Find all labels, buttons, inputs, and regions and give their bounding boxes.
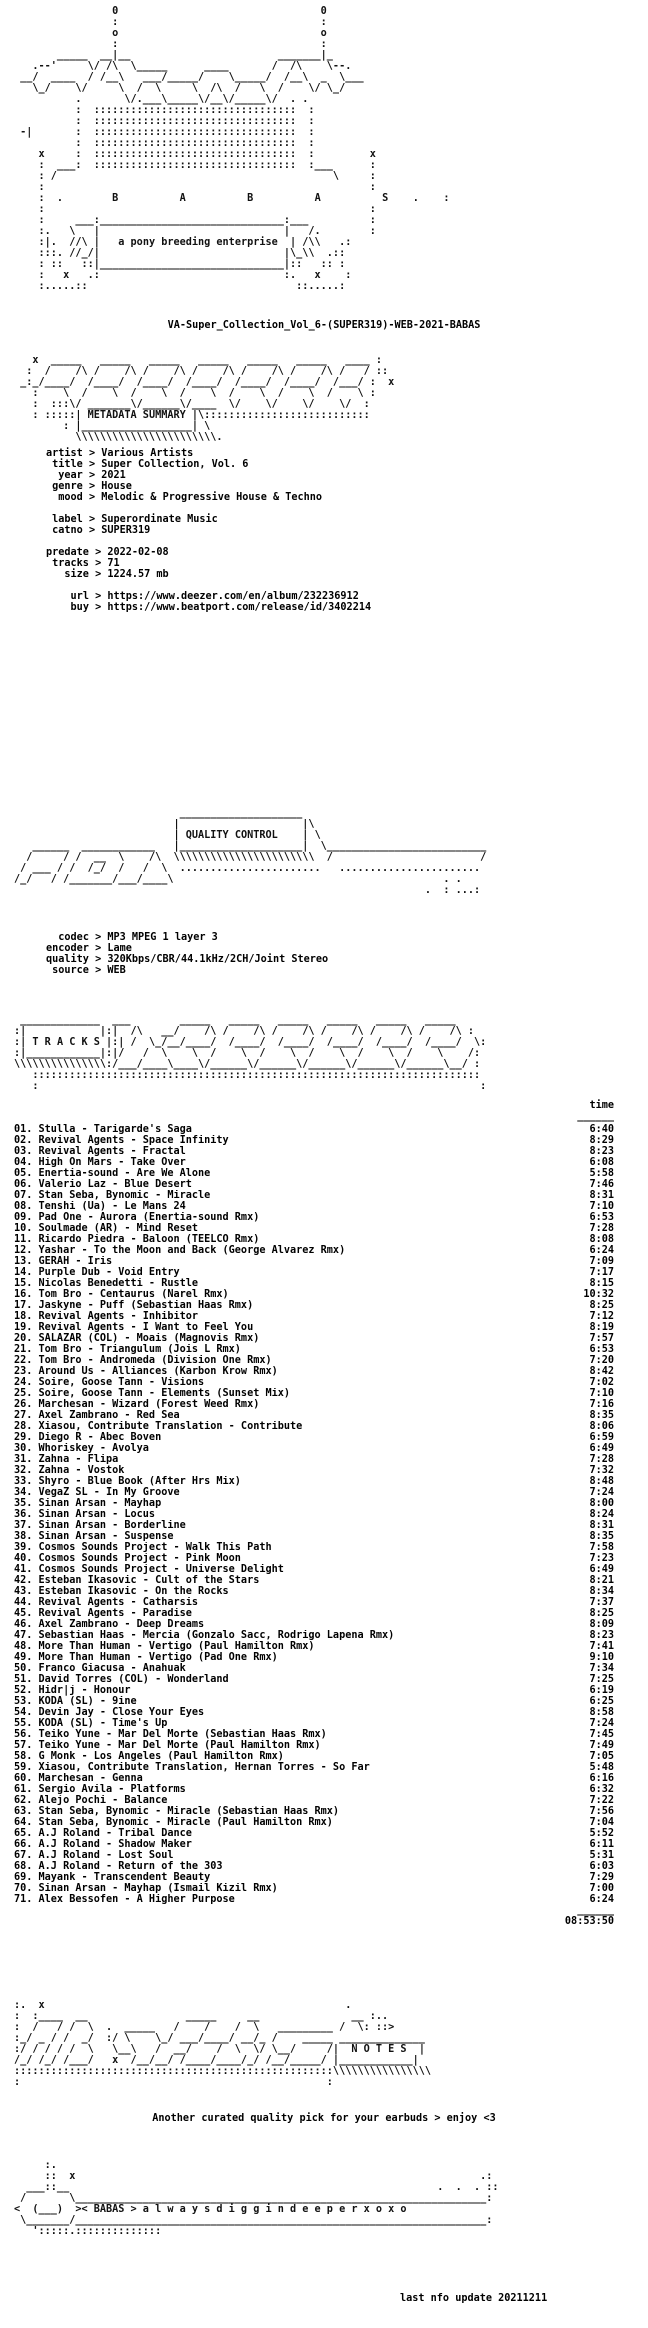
track-time: 6:03 <box>589 1861 614 1872</box>
track-row <box>14 1399 614 1410</box>
track-time: 6:11 <box>589 1839 614 1850</box>
track-row <box>14 1685 614 1696</box>
track-row <box>14 1289 614 1300</box>
track-title: 59. Xiasou, Contribute Translation, Hernan Torres - So Far <box>14 1762 370 1773</box>
track-row <box>14 1751 614 1762</box>
track-time: 7:49 <box>589 1740 614 1751</box>
track-row <box>14 1762 614 1773</box>
track-title: 56. Teiko Yune - Mar Del Morte (Sebastian Haas Rmx) <box>14 1729 327 1740</box>
track-title: 41. Cosmos Sounds Project - Universe Delight <box>14 1564 284 1575</box>
track-time: 8:48 <box>589 1476 614 1487</box>
track-time: 7:34 <box>589 1663 614 1674</box>
track-time: 6:49 <box>589 1443 614 1454</box>
track-row <box>14 1454 614 1465</box>
track-row <box>14 1476 614 1487</box>
meta-row-buy: buy > https://www.beatport.com/release/id/3402214 <box>70 602 372 613</box>
track-time: 8:23 <box>589 1146 614 1157</box>
track-time: 6:24 <box>589 1245 614 1256</box>
track-title: 62. Alejo Pochi - Balance <box>14 1795 168 1806</box>
track-time: 10:32 <box>583 1289 614 1300</box>
track-time: 7:45 <box>589 1729 614 1740</box>
track-title: 63. Stan Seba, Bynomic - Miracle (Sebastian Haas Rmx) <box>14 1806 340 1817</box>
quality-row-source: source > WEB <box>52 965 126 976</box>
meta-row-label: label > Superordinate Music <box>52 514 218 525</box>
brand-letter-a2: A <box>314 193 321 204</box>
track-row <box>14 1124 614 1135</box>
track-title: 04. High On Mars - Take Over <box>14 1157 186 1168</box>
track-row <box>14 1817 614 1828</box>
track-time: 7:56 <box>589 1806 614 1817</box>
track-title: 46. Axel Zambrano - Deep Dreams <box>14 1619 205 1630</box>
track-row <box>14 1740 614 1751</box>
brand-letter-s: S <box>382 193 389 204</box>
track-time: 6:49 <box>589 1564 614 1575</box>
track-row <box>14 1278 614 1289</box>
quality-row-encoder: encoder > Lame <box>46 943 132 954</box>
header-ascii-art: 0 0 : : o o : : _____ __|__ _______|_ .--' \/ /\ \_____ ____ / /\ \--. __/ ____ / /__\ ___/_____/ \_____/ /__\ _ \___ \_/ \/ \ / \ \ /\ / \ / \/ \_/ . \/.___\_____\/__\/_____\/ . . : ::::::::::::::::::::::::::::::::: : : ::::::::::::::::::::::::::::::::: : -| : ::::::::::::::::::::::::::::::::: : : ::::::::::::::::::::::::::::::::: : x : ::::::::::::::::::::::::::::::::: : x : ___: ::::::::::::::::::::::::::::::::: :___ : : / \ : : : : . B A B A S . : : : : ___:______________________________:___ : :. \ | | /. : :|. //\ | a pony breeding enterprise | /\\ .: :::. //_/| |\_\\ .:: : :: ::|______________________________|:: :: : : x .: :. x : :.....:: ::.....: <box>20 6 450 292</box>
track-time: 7:24 <box>589 1487 614 1498</box>
track-time: 7:22 <box>589 1795 614 1806</box>
notes-section-title: N O T E S <box>351 2044 407 2055</box>
track-title: 10. Soulmade (AR) - Mind Reset <box>14 1223 199 1234</box>
track-title: 44. Revival Agents - Catharsis <box>14 1597 199 1608</box>
track-title: 48. More Than Human - Vertigo (Paul Hamilton Rmx) <box>14 1641 315 1652</box>
track-row <box>14 1388 614 1399</box>
track-title: 11. Ricardo Piedra - Baloon (TEELCO Rmx) <box>14 1234 260 1245</box>
track-time: 7:00 <box>589 1883 614 1894</box>
track-time: 6:53 <box>589 1212 614 1223</box>
track-row <box>14 1718 614 1729</box>
track-time: 7:23 <box>589 1553 614 1564</box>
track-row <box>14 1872 614 1883</box>
quality-section-title: QUALITY CONTROL <box>185 830 278 841</box>
track-row <box>14 1190 614 1201</box>
notes-text: Another curated quality pick for your earbuds > enjoy <3 <box>152 2113 496 2124</box>
track-row <box>14 1553 614 1564</box>
track-row <box>14 1707 614 1718</box>
brand-letter-a1: A <box>179 193 186 204</box>
track-time: 8:00 <box>589 1498 614 1509</box>
track-title: 49. More Than Human - Vertigo (Pad One Rmx) <box>14 1652 278 1663</box>
track-title: 09. Pad One - Aurora (Enertia-sound Rmx) <box>14 1212 260 1223</box>
track-time: 5:31 <box>589 1850 614 1861</box>
track-time: 6:08 <box>589 1157 614 1168</box>
track-row <box>14 1641 614 1652</box>
track-time: 8:31 <box>589 1520 614 1531</box>
track-time: 7:10 <box>589 1388 614 1399</box>
tracks-header-art: _____________ ___ _____ _____ _____ _____ _____ _____ :| |:| /\ __/ /\ / /\ / /\ / /\ / /\ / /\ : :| T R A C K S |:| / \_/__/____/ /____/ /____/ /____/ /____/ /____/ \: :|____________|:|/ / \ \ / \ / \ / \ / \ / \ /: \\\\\\\\\\\\\\\:/___/____\____\/______\/______\/______\/______\/______\__/ : ::::::::::::::::::::::::::::::::::::::::::::::::::::::::::::::::::::::::: : : <box>14 1015 487 1092</box>
track-title: 02. Revival Agents - Space Infinity <box>14 1135 229 1146</box>
track-row <box>14 1509 614 1520</box>
track-row <box>14 1333 614 1344</box>
track-row <box>14 1630 614 1641</box>
track-time: 6:32 <box>589 1784 614 1795</box>
track-row <box>14 1883 614 1894</box>
track-time: 6:59 <box>589 1432 614 1443</box>
track-time: 5:52 <box>589 1828 614 1839</box>
track-title: 51. David Torres (COL) - Wonderland <box>14 1674 229 1685</box>
track-title: 42. Esteban Ikasovic - Cult of the Stars <box>14 1575 260 1586</box>
track-title: 47. Sebastian Haas - Mercia (Gonzalo Sacc, Rodrigo Lapena Rmx) <box>14 1630 395 1641</box>
track-title: 12. Yashar - To the Moon and Back (George Alvarez Rmx) <box>14 1245 346 1256</box>
track-title: 29. Diego R - Abec Boven <box>14 1432 162 1443</box>
track-time: 8:25 <box>589 1608 614 1619</box>
track-time: 6:25 <box>589 1696 614 1707</box>
meta-row-predate: predate > 2022-02-08 <box>46 547 169 558</box>
tracks-section-title: T R A C K S <box>32 1037 100 1048</box>
track-row <box>14 1179 614 1190</box>
track-title: 61. Sergio Avila - Platforms <box>14 1784 186 1795</box>
track-title: 66. A.J Roland - Shadow Maker <box>14 1839 192 1850</box>
track-time: 7:28 <box>589 1223 614 1234</box>
track-time: 6:19 <box>589 1685 614 1696</box>
track-time: 7:16 <box>589 1399 614 1410</box>
track-row <box>14 1608 614 1619</box>
track-time: 6:53 <box>589 1344 614 1355</box>
track-time: 8:25 <box>589 1300 614 1311</box>
track-time: 9:10 <box>589 1652 614 1663</box>
meta-row-catno: catno > SUPER319 <box>52 525 151 536</box>
track-time: 7:17 <box>589 1267 614 1278</box>
time-column-header: time ______ <box>577 1100 614 1122</box>
track-title: 40. Cosmos Sounds Project - Pink Moon <box>14 1553 241 1564</box>
track-title: 06. Valerio Laz - Blue Desert <box>14 1179 192 1190</box>
track-time: 7:24 <box>589 1718 614 1729</box>
track-row <box>14 1344 614 1355</box>
track-title: 16. Tom Bro - Centaurus (Narel Rmx) <box>14 1289 229 1300</box>
brand-letter-b2: B <box>247 193 254 204</box>
track-row <box>14 1245 614 1256</box>
track-row <box>14 1355 614 1366</box>
track-row <box>14 1652 614 1663</box>
track-time: 8:58 <box>589 1707 614 1718</box>
track-time: 7:37 <box>589 1597 614 1608</box>
track-time: 7:20 <box>589 1355 614 1366</box>
meta-row-url: url > https://www.deezer.com/en/album/232236912 <box>70 591 359 602</box>
track-title: 36. Sinan Arsan - Locus <box>14 1509 156 1520</box>
track-time: 7:41 <box>589 1641 614 1652</box>
track-row <box>14 1300 614 1311</box>
track-title: 52. Hidr|j - Honour <box>14 1685 131 1696</box>
track-title: 23. Around Us - Alliances (Karbon Krow Rmx) <box>14 1366 278 1377</box>
track-title: 03. Revival Agents - Fractal <box>14 1146 186 1157</box>
track-title: 43. Esteban Ikasovic - On the Rocks <box>14 1586 229 1597</box>
quality-header-art: ____________________ | |\ | QUALITY CONTROL | \ ______ ____________ |____________________| \__________________________ / / / __ \ /\ \\\\\\\\\\\\\\\\\\\\\\\ / / / ___ / / /_/ / / \ ....................... ....................... /_/ / /_______/___/____\ . . . : ...: <box>14 808 487 896</box>
track-title: 70. Sinan Arsan - Mayhap (Ismail Kizil Rmx) <box>14 1883 278 1894</box>
track-title: 53. KODA (SL) - 9ine <box>14 1696 137 1707</box>
release-name: VA-Super_Collection_Vol_6-(SUPER319)-WEB-2021-BABAS <box>167 320 481 331</box>
track-time: 8:29 <box>589 1135 614 1146</box>
track-title: 60. Marchesan - Genna <box>14 1773 143 1784</box>
track-row <box>14 1806 614 1817</box>
track-row <box>14 1410 614 1421</box>
track-list <box>14 1100 614 1927</box>
track-title: 18. Revival Agents - Inhibitor <box>14 1311 199 1322</box>
track-time: 8:42 <box>589 1366 614 1377</box>
meta-row-title: title > Super Collection, Vol. 6 <box>52 459 249 470</box>
track-time: 8:09 <box>589 1619 614 1630</box>
track-time: 7:46 <box>589 1179 614 1190</box>
footer-art: :. :: x .: ___::__ . . . :: / \___________________________________________________________________: < (___) >< BABAS > a l w a y s d i g g i n d e e p e r x o x o \_______/___________________________________________________________________: ':::::.:::::::::::::: <box>14 2160 499 2237</box>
track-title: 54. Devin Jay - Close Your Eyes <box>14 1707 205 1718</box>
track-title: 01. Stulla - Tarigarde's Saga <box>14 1124 192 1135</box>
track-title: 13. GERAH - Iris <box>14 1256 113 1267</box>
track-time: 7:05 <box>589 1751 614 1762</box>
track-time: 8:23 <box>589 1630 614 1641</box>
track-row <box>14 1146 614 1157</box>
track-title: 67. A.J Roland - Lost Soul <box>14 1850 174 1861</box>
track-time: 6:40 <box>589 1124 614 1135</box>
track-row <box>14 1366 614 1377</box>
track-row <box>14 1542 614 1553</box>
track-row <box>14 1564 614 1575</box>
track-row <box>14 1729 614 1740</box>
track-time: 7:09 <box>589 1256 614 1267</box>
track-time: 7:04 <box>589 1817 614 1828</box>
track-title: 45. Revival Agents - Paradise <box>14 1608 192 1619</box>
metadata-header-art: x _____ _____ _____ _____ _____ _____ ____ : : / /\ / /\ / /\ / /\ / /\ / /\ / / :: _:_/____/ /____/ /____/ /____/ /____/ /____/ /___/ : x : \ / \ / \ / \ / \ / \ / \ : : :::\/ _______\/______\/____ \/ \/ \/ \/ : : :::::| METADATA SUMMARY |\::::::::::::::::::::::::::: : |__________________| \ \\\\\\\\\\\\\\\\\\\\\\\. <box>20 355 395 443</box>
track-row <box>14 1465 614 1476</box>
track-row <box>14 1531 614 1542</box>
meta-row-year: year > 2021 <box>58 470 126 481</box>
track-row <box>14 1773 614 1784</box>
track-row <box>14 1168 614 1179</box>
track-time: 7:25 <box>589 1674 614 1685</box>
track-row <box>14 1674 614 1685</box>
track-row <box>14 1234 614 1245</box>
track-time: 8:06 <box>589 1421 614 1432</box>
track-title: 34. VegaZ SL - In My Groove <box>14 1487 180 1498</box>
track-title: 37. Sinan Arsan - Borderline <box>14 1520 186 1531</box>
track-title: 32. Zahna - Vostok <box>14 1465 125 1476</box>
track-row <box>14 1861 614 1872</box>
last-update: last nfo update 20211211 <box>400 2293 548 2304</box>
track-row <box>14 1850 614 1861</box>
track-time: 7:12 <box>589 1311 614 1322</box>
track-title: 31. Zahna - Flipa <box>14 1454 119 1465</box>
track-title: 39. Cosmos Sounds Project - Walk This Path <box>14 1542 272 1553</box>
track-title: 57. Teiko Yune - Mar Del Morte (Paul Hamilton Rmx) <box>14 1740 321 1751</box>
track-row <box>14 1597 614 1608</box>
meta-row-genre: genre > House <box>52 481 132 492</box>
meta-row-artist: artist > Various Artists <box>46 448 194 459</box>
track-row <box>14 1311 614 1322</box>
track-row <box>14 1267 614 1278</box>
track-time: 7:28 <box>589 1454 614 1465</box>
track-time: 7:02 <box>589 1377 614 1388</box>
track-time: 6:16 <box>589 1773 614 1784</box>
track-time: 8:35 <box>589 1531 614 1542</box>
track-row <box>14 1223 614 1234</box>
track-row <box>14 1498 614 1509</box>
track-time: 8:19 <box>589 1322 614 1333</box>
track-title: 21. Tom Bro - Triangulum (Jois L Rmx) <box>14 1344 241 1355</box>
track-time: 8:21 <box>589 1575 614 1586</box>
track-title: 22. Tom Bro - Andromeda (Division One Rmx) <box>14 1355 272 1366</box>
track-row <box>14 1322 614 1333</box>
track-row <box>14 1212 614 1223</box>
meta-row-tracks: tracks > 71 <box>52 558 120 569</box>
deezer-link[interactable]: https://www.deezer.com/en/album/232236912 <box>107 591 359 602</box>
meta-row-mood: mood > Melodic & Progressive House & Techno <box>58 492 323 503</box>
track-row <box>14 1256 614 1267</box>
track-time: 7:58 <box>589 1542 614 1553</box>
track-time: 8:08 <box>589 1234 614 1245</box>
metadata-list <box>46 448 371 613</box>
quality-row-quality: quality > 320Kbps/CBR/44.1kHz/2CH/Joint Stereo <box>46 954 329 965</box>
track-time: 6:24 <box>589 1894 614 1905</box>
total-row: ______ 08:53:50 <box>564 1905 614 1927</box>
beatport-link[interactable]: https://www.beatport.com/release/id/3402214 <box>107 602 372 613</box>
track-time: 7:32 <box>589 1465 614 1476</box>
track-title: 15. Nicolas Benedetti - Rustle <box>14 1278 199 1289</box>
tracks-table <box>14 1124 614 1905</box>
track-row <box>14 1828 614 1839</box>
track-title: 58. G Monk - Los Angeles (Paul Hamilton Rmx) <box>14 1751 284 1762</box>
track-title: 05. Enertia-sound - Are We Alone <box>14 1168 211 1179</box>
track-row <box>14 1520 614 1531</box>
track-row <box>14 1201 614 1212</box>
track-row <box>14 1432 614 1443</box>
quality-list <box>46 932 328 976</box>
total-time: 08:53:50 <box>564 1916 614 1927</box>
track-row <box>14 1619 614 1630</box>
track-title: 38. Sinan Arsan - Suspense <box>14 1531 174 1542</box>
track-row <box>14 1575 614 1586</box>
track-title: 65. A.J Roland - Tribal Dance <box>14 1828 192 1839</box>
track-title: 68. A.J Roland - Return of the 303 <box>14 1861 223 1872</box>
quality-row-codec: codec > MP3 MPEG 1 layer 3 <box>58 932 218 943</box>
meta-row-size: size > 1224.57 mb <box>64 569 169 580</box>
track-title: 55. KODA (SL) - Time's Up <box>14 1718 168 1729</box>
track-title: 20. SALAZAR (COL) - Moais (Magnovis Rmx) <box>14 1333 260 1344</box>
track-title: 14. Purple Dub - Void Entry <box>14 1267 180 1278</box>
tagline: a pony breeding enterprise <box>118 237 278 248</box>
track-time: 8:15 <box>589 1278 614 1289</box>
track-row <box>14 1157 614 1168</box>
track-title: 19. Revival Agents - I Want to Feel You <box>14 1322 254 1333</box>
track-title: 07. Stan Seba, Bynomic - Miracle <box>14 1190 211 1201</box>
track-time: 8:35 <box>589 1410 614 1421</box>
track-title: 35. Sinan Arsan - Mayhap <box>14 1498 162 1509</box>
track-time: 5:48 <box>589 1762 614 1773</box>
track-row <box>14 1839 614 1850</box>
track-title: 26. Marchesan - Wizard (Forest Weed Rmx) <box>14 1399 260 1410</box>
track-row <box>14 1443 614 1454</box>
metadata-section-title: METADATA SUMMARY <box>87 410 186 421</box>
track-row <box>14 1894 614 1905</box>
notes-header-art: :. x . : :____ __ _____ __ __ :.. : / / / \ . _____ / / / \ _________ / \: ::> :_/ _ / / _/ :/ \ \_/ ___/____/ __/_ / _____ ______________ :/ / / / / \ \__\ / __/ / \ \/ \__/ /| N O T E S | /_/ /_/ /___/ x /__/__/ /____/____/_/ /__/_____/ |____________| ::::::::::::::::::::::::::::::::::::::::::::::::::::\\\\\\\\\\\\\\\\ : : <box>14 2000 432 2088</box>
track-time: 8:31 <box>589 1190 614 1201</box>
track-row <box>14 1487 614 1498</box>
track-time: 8:34 <box>589 1586 614 1597</box>
track-time: 7:29 <box>589 1872 614 1883</box>
track-row <box>14 1795 614 1806</box>
track-row <box>14 1784 614 1795</box>
track-row <box>14 1377 614 1388</box>
track-row <box>14 1135 614 1146</box>
track-title: 24. Soire, Goose Tann - Visions <box>14 1377 205 1388</box>
brand-letter-b1: B <box>112 193 119 204</box>
track-title: 28. Xiasou, Contribute Translation - Contribute <box>14 1421 303 1432</box>
track-title: 17. Jaskyne - Puff (Sebastian Haas Rmx) <box>14 1300 254 1311</box>
track-title: 69. Mayank - Transcendent Beauty <box>14 1872 211 1883</box>
track-time: 8:24 <box>589 1509 614 1520</box>
track-time: 7:10 <box>589 1201 614 1212</box>
track-title: 50. Franco Giacusa - Anahuak <box>14 1663 186 1674</box>
track-row <box>14 1586 614 1597</box>
track-row <box>14 1421 614 1432</box>
track-title: 08. Tenshi (Ua) - Le Mans 24 <box>14 1201 186 1212</box>
track-title: 64. Stan Seba, Bynomic - Miracle (Paul Hamilton Rmx) <box>14 1817 333 1828</box>
track-title: 27. Axel Zambrano - Red Sea <box>14 1410 180 1421</box>
track-title: 25. Soire, Goose Tann - Elements (Sunset Mix) <box>14 1388 291 1399</box>
track-time: 7:57 <box>589 1333 614 1344</box>
track-title: 71. Alex Bessofen - A Higher Purpose <box>14 1894 235 1905</box>
track-title: 33. Shyro - Blue Book (After Hrs Mix) <box>14 1476 241 1487</box>
footer-banner: < BABAS > a l w a y s d i g g i n d e e p e r x o x o <box>81 2204 407 2215</box>
track-title: 30. Whoriskey - Avolya <box>14 1443 149 1454</box>
track-row <box>14 1696 614 1707</box>
track-time: 5:58 <box>589 1168 614 1179</box>
track-row <box>14 1663 614 1674</box>
